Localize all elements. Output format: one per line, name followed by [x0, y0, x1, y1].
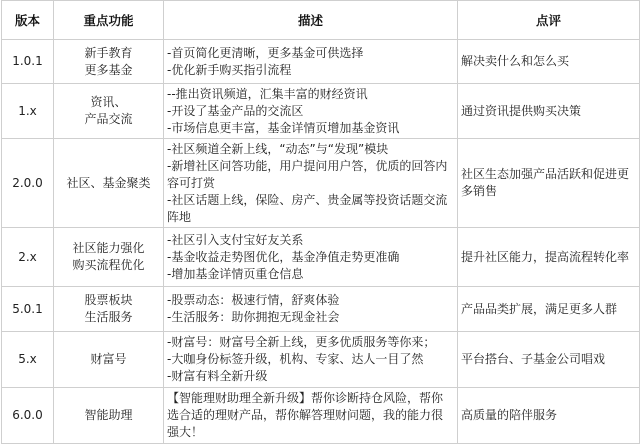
- cell-feature: [54, 84, 164, 139]
- cell-feature: [54, 228, 164, 287]
- feature-line: 股票板块: [84, 293, 133, 307]
- description-line: -社区话题上线，保险、房产、贵金属等投资话题交流阵地: [167, 192, 448, 224]
- cell-version: 1.0.1: [2, 40, 54, 84]
- description-line: -首页简化更清晰，更多基金可供选择: [167, 45, 364, 60]
- description-line: -市场信息更丰富，基金详情页增加基金资讯: [167, 120, 400, 135]
- description-line: -股票动态：极速行情，舒爽体验: [167, 293, 340, 307]
- cell-feature: [54, 287, 164, 332]
- header-comment: 点评: [458, 1, 640, 40]
- description-line: 【智能理财助理全新升级】帮你诊断持仓风险，帮你选合适的理财产品，帮你解答理财问题，我的能力很强大！: [167, 391, 444, 439]
- description-line: --推出资讯频道，汇集丰富的财经资讯: [167, 86, 368, 101]
- feature-line: 更多基金: [84, 62, 133, 77]
- description-line: -财富有料全新升级: [167, 369, 268, 383]
- table-row: [2, 84, 640, 139]
- cell-feature: [54, 139, 164, 228]
- feature-line: 生活服务: [84, 310, 133, 324]
- cell-version: 5.0.1: [2, 287, 54, 332]
- table-row: [2, 228, 640, 287]
- cell-feature: [54, 388, 164, 444]
- table-row: [2, 388, 640, 444]
- cell-feature: [54, 40, 164, 84]
- cell-version: 2.x: [2, 228, 54, 287]
- description-line: -生活服务：助你拥抱无现金社会: [167, 310, 340, 324]
- cell-description: [164, 287, 458, 332]
- cell-description: [164, 84, 458, 139]
- cell-comment: 解决卖什么和怎么买: [458, 40, 640, 84]
- cell-comment: 提升社区能力，提高流程转化率: [458, 228, 640, 287]
- feature-line: 产品交流: [84, 112, 133, 126]
- cell-comment: 高质量的陪伴服务: [458, 388, 640, 444]
- description-line: -新增社区问答功能，用户提问用户答，优质的回答内容可打赏: [167, 158, 448, 190]
- table-header-row: [2, 1, 640, 40]
- description-line: -开设了基金产品的交流区: [167, 103, 304, 118]
- cell-description: [164, 228, 458, 287]
- feature-line: 智能助理: [84, 408, 133, 422]
- description-line: -增加基金详情页重仓信息: [167, 266, 304, 281]
- cell-comment: 通过资讯提供购买决策: [458, 84, 640, 139]
- header-description: 描述: [164, 1, 458, 40]
- description-line: -大咖身份标签升级，机构、专家、达人一目了然: [167, 352, 424, 366]
- version-feature-table: [1, 0, 640, 444]
- cell-description: [164, 332, 458, 388]
- feature-line: 财富号: [90, 352, 127, 366]
- cell-version: 5.x: [2, 332, 54, 388]
- cell-feature: [54, 332, 164, 388]
- description-line: -社区频道全新上线，“动态”与“发现”模块: [167, 141, 389, 156]
- cell-version: 1.x: [2, 84, 54, 139]
- description-line: -优化新手购买指引流程: [167, 62, 292, 77]
- header-version: 版本: [2, 1, 54, 40]
- header-feature: 重点功能: [54, 1, 164, 40]
- feature-line: 社区能力强化: [72, 241, 145, 255]
- description-line: -社区引入支付宝好友关系: [167, 232, 304, 247]
- table-row: [2, 287, 640, 332]
- cell-description: [164, 388, 458, 444]
- feature-line: 购买流程优化: [72, 258, 145, 272]
- feature-line: 社区、基金聚类: [66, 175, 151, 190]
- feature-line: 新手教育: [84, 45, 133, 60]
- description-line: -基金收益走势图优化，基金净值走势更准确: [167, 249, 400, 264]
- cell-description: [164, 40, 458, 84]
- table-row: [2, 332, 640, 388]
- table-row: [2, 40, 640, 84]
- description-line: -财富号：财富号全新上线，更多优质服务等你来；: [167, 335, 436, 349]
- cell-comment: 产品品类扩展，满足更多人群: [458, 287, 640, 332]
- table-row: [2, 139, 640, 228]
- cell-description: [164, 139, 458, 228]
- cell-version: 2.0.0: [2, 139, 54, 228]
- cell-comment: 社区生态加强产品活跃和促进更多销售: [458, 139, 640, 228]
- feature-line: 资讯、: [90, 95, 127, 109]
- cell-version: 6.0.0: [2, 388, 54, 444]
- cell-comment: 平台搭台、子基金公司唱戏: [458, 332, 640, 388]
